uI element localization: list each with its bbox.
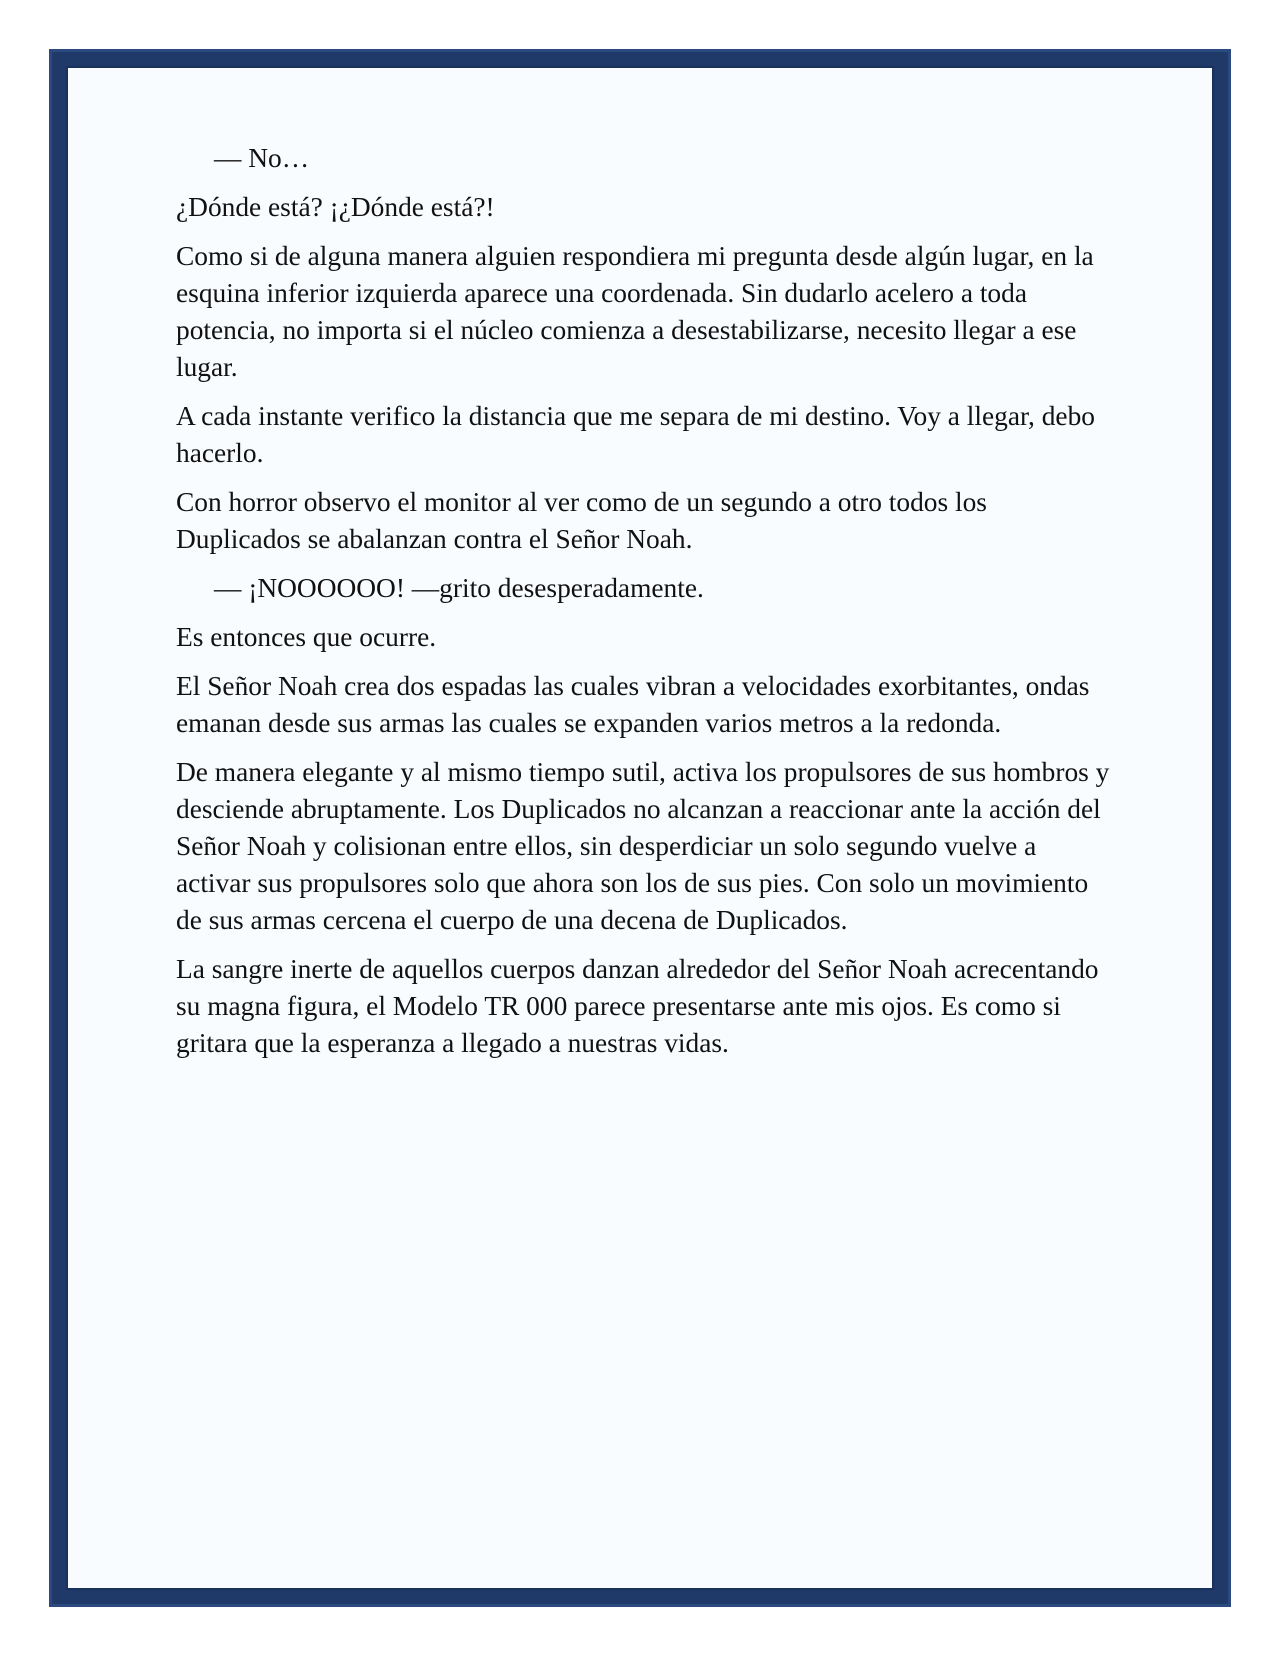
paragraph: El Señor Noah crea dos espadas las cuales vibran a velocidades exorbitantes, ondas emanan desde sus armas las cuales se expanden varios metros a la redonda. [176, 671, 1090, 738]
paragraph: Con horror observo el monitor al ver como de un segundo a otro todos los Duplicados se abalanzan contra el Señor Noah. [176, 487, 987, 554]
story-text [176, 140, 1116, 1074]
paragraph: Es entonces que ocurre. [176, 622, 437, 652]
paragraph-dialogue: — No… [214, 143, 310, 173]
paragraph: ¿Dónde está? ¡¿Dónde está?! [176, 192, 495, 222]
paragraph: A cada instante verifico la distancia que me separa de mi destino. Voy a llegar, debo hacerlo. [176, 401, 1095, 468]
paragraph: De manera elegante y al mismo tiempo sutil, activa los propulsores de sus hombros y desciende abruptamente. Los Duplicados no alcanzan a reaccionar ante la acción del Señor Noah y colisionan entre ellos, sin desperdiciar un solo segundo vuelve a activar sus propulsores solo que ahora son los de sus pies. Con solo un movimiento de sus armas cercena el cuerpo de una decena de Duplicados. [176, 757, 1110, 935]
paragraph: La sangre inerte de aquellos cuerpos danzan alrededor del Señor Noah acrecentando su magna figura, el Modelo TR 000 parece presentarse ante mis ojos. Es como si gritara que la esperanza a llegado a nuestras vidas. [176, 954, 1099, 1058]
paragraph: Como si de alguna manera alguien respondiera mi pregunta desde algún lugar, en la esquina inferior izquierda aparece una coordenada. Sin dudarlo acelero a toda potencia, no importa si el núcleo comienza a desestabilizarse, necesito llegar a ese lugar. [176, 241, 1094, 382]
paragraph-dialogue: — ¡NOOOOOO! —grito desesperadamente. [214, 573, 704, 603]
